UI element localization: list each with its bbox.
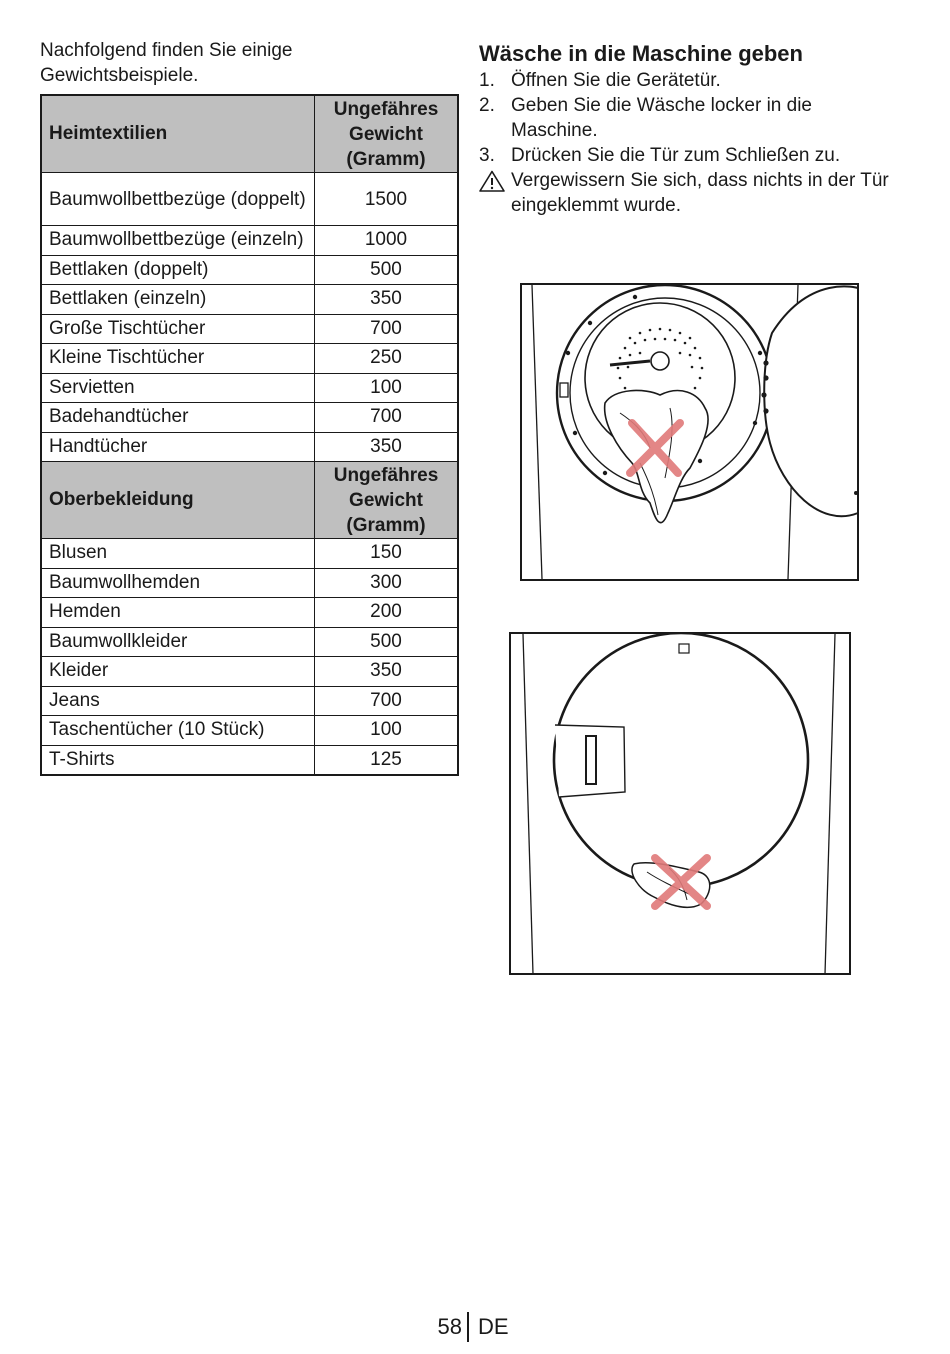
item-name: Große Tischtücher: [41, 314, 315, 344]
intro-text: Nachfolgend finden Sie einige Gewichtsbeispiele.: [40, 40, 293, 86]
warning-item: [479, 168, 899, 218]
step-list: [479, 68, 899, 218]
table-row: [41, 657, 458, 687]
section-title: Wäsche in die Maschine geben: [479, 41, 803, 66]
step-item: 1. Öffnen Sie die Gerätetür.: [479, 70, 721, 91]
table-row: [41, 432, 458, 462]
item-name: Baumwollhemden: [41, 568, 315, 598]
table-row: [41, 344, 458, 374]
table-row: [41, 539, 458, 569]
item-weight: 700: [315, 403, 459, 433]
table-row: [41, 255, 458, 285]
item-name: Hemden: [41, 598, 315, 628]
item-name: T-Shirts: [41, 745, 315, 775]
item-weight: 350: [315, 657, 459, 687]
table-row: [41, 745, 458, 775]
table-header-row: [41, 462, 458, 539]
figure-closed-door-illustration: [509, 632, 852, 976]
section-heimtextilien: [41, 95, 458, 462]
item-weight: 150: [315, 539, 459, 569]
step-item: 2. Geben Sie die Wäsche locker in die Maschine.: [479, 95, 812, 141]
item-weight: 300: [315, 568, 459, 598]
item-name: Badehandtücher: [41, 403, 315, 433]
weight-table: [40, 94, 459, 776]
step-item: 3. Drücken Sie die Tür zum Schließen zu.: [479, 145, 841, 166]
item-weight: 500: [315, 255, 459, 285]
section-oberbekleidung: [41, 462, 458, 776]
item-weight: 125: [315, 745, 459, 775]
item-weight: 350: [315, 285, 459, 315]
table-row: [41, 373, 458, 403]
warning-text: Vergewissern Sie sich, dass nichts in der Tür eingeklemmt wurde.: [511, 170, 889, 216]
item-name: Taschentücher (10 Stück): [41, 716, 315, 746]
item-weight: 100: [315, 373, 459, 403]
section-heading: Oberbekleidung: [41, 462, 315, 539]
item-name: Servietten: [41, 373, 315, 403]
item-name: Handtücher: [41, 432, 315, 462]
page-number: 58: [437, 1314, 462, 1339]
item-weight: 200: [315, 598, 459, 628]
table-row: [41, 627, 458, 657]
weight-heading: Ungefähres Gewicht (Gramm): [315, 462, 459, 539]
warning-triangle-icon: [479, 170, 505, 192]
loading-instructions: [479, 40, 899, 218]
item-weight: 100: [315, 716, 459, 746]
item-name: Baumwollbettbezüge (doppelt): [41, 173, 315, 226]
item-weight: 500: [315, 627, 459, 657]
item-name: Jeans: [41, 686, 315, 716]
item-name: Baumwollkleider: [41, 627, 315, 657]
table-row: [41, 226, 458, 256]
item-name: Bettlaken (doppelt): [41, 255, 315, 285]
item-name: Baumwollbettbezüge (einzeln): [41, 226, 315, 256]
item-weight: 700: [315, 314, 459, 344]
item-name: Kleider: [41, 657, 315, 687]
item-name: Bettlaken (einzeln): [41, 285, 315, 315]
table-row: [41, 285, 458, 315]
page-footer: [0, 1312, 950, 1342]
section-heading: Heimtextilien: [41, 95, 315, 173]
table-row: [41, 314, 458, 344]
item-weight: 700: [315, 686, 459, 716]
table-row: [41, 716, 458, 746]
table-header-row: [41, 95, 458, 173]
language-code: DE: [478, 1314, 509, 1339]
item-name: Kleine Tischtücher: [41, 344, 315, 374]
item-weight: 350: [315, 432, 459, 462]
table-row: [41, 598, 458, 628]
footer-divider: [467, 1312, 469, 1342]
table-row: [41, 173, 458, 226]
item-name: Blusen: [41, 539, 315, 569]
figure-open-door-illustration: [520, 283, 860, 583]
item-weight: 1500: [315, 173, 459, 226]
weight-heading: Ungefähres Gewicht (Gramm): [315, 95, 459, 173]
table-row: [41, 403, 458, 433]
table-row: [41, 686, 458, 716]
table-row: [41, 568, 458, 598]
item-weight: 1000: [315, 226, 459, 256]
item-weight: 250: [315, 344, 459, 374]
